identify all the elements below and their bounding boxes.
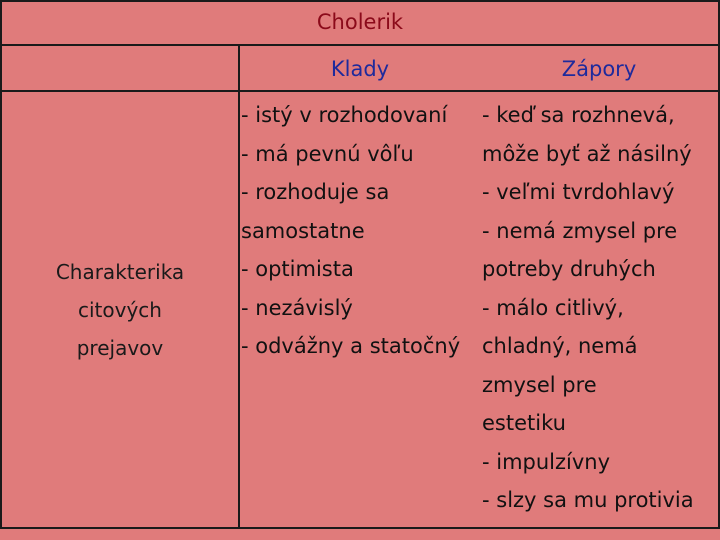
zapory-line: - nemá zmysel pre — [482, 218, 678, 243]
column-header-zapory: Zápory — [561, 57, 637, 81]
zapory-line: - slzy sa mu protivia — [482, 488, 694, 512]
table-border-bottom — [0, 527, 720, 529]
zapory-line: môže byť až násilný — [482, 141, 692, 166]
klady-line: - optimista — [241, 257, 354, 281]
klady-line: - rozhoduje sa — [241, 180, 390, 204]
klady-line: - nezávislý — [241, 295, 353, 320]
table-divider-column — [238, 44, 240, 529]
klady-line: - odvážny a statočný — [241, 334, 461, 358]
column-header-klady: Klady — [330, 57, 390, 81]
klady-line: - má pevnú vôľu — [241, 141, 414, 166]
row-label-line: Charakterika — [55, 259, 185, 284]
zapory-line: chladný, nemá — [482, 334, 638, 358]
row-label-line: prejavov — [76, 335, 164, 360]
zapory-line: potreby druhých — [482, 257, 656, 281]
zapory-line: - veľmi tvrdohlavý — [482, 180, 675, 204]
zapory-line: - keď sa rozhnevá, — [482, 103, 675, 127]
row-label — [2, 92, 238, 527]
zapory-line: - impulzívny — [482, 449, 611, 474]
zapory-line: estetiku — [482, 411, 566, 435]
klady-list — [241, 96, 460, 366]
table-title: Cholerik — [316, 10, 404, 34]
zapory-line: - málo citlivý, — [482, 295, 624, 320]
zapory-line: zmysel pre — [482, 372, 597, 397]
klady-line: samostatne — [241, 218, 365, 243]
klady-line: - istý v rozhodovaní — [241, 103, 448, 127]
zapory-list — [482, 96, 694, 520]
row-label-line: citových — [78, 297, 162, 322]
